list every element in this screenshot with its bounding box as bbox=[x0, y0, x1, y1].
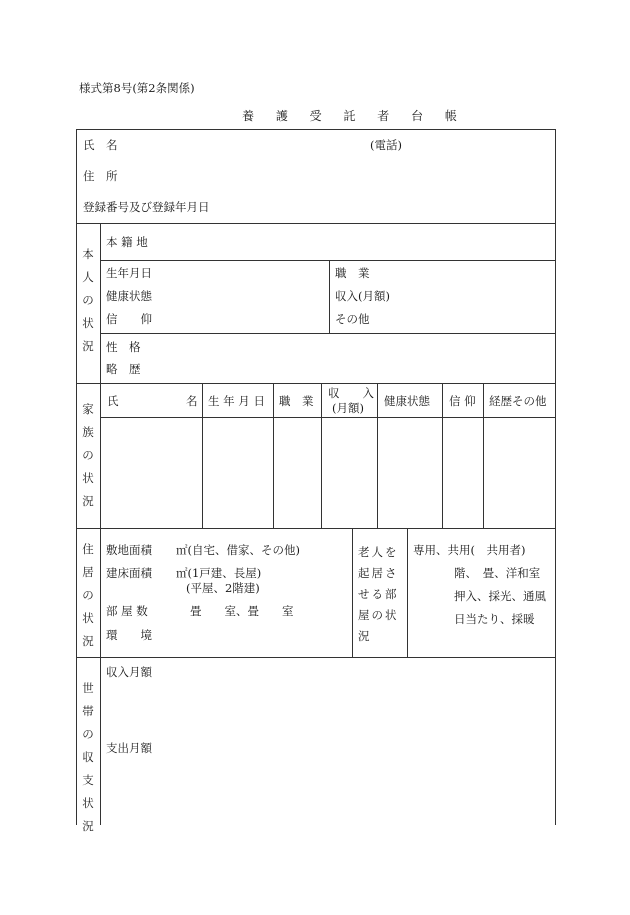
family-col-history: 経歴その他 bbox=[489, 394, 547, 408]
section-label-family: 家 族 の 状 況 bbox=[82, 402, 94, 508]
registration-label: 登録番号及び登録年月日 bbox=[83, 200, 210, 214]
income-monthly-label: 収入月額 bbox=[106, 665, 152, 679]
room-sunlight: 日当たり、採暖 bbox=[454, 612, 535, 626]
family-col-name-right: 名 bbox=[186, 394, 198, 408]
family-col-income-bottom: (月額) bbox=[332, 401, 364, 415]
form-number: 様式第8号(第2条関係) bbox=[79, 81, 195, 95]
character-label: 性 格 bbox=[106, 340, 141, 354]
income-label: 収入(月額) bbox=[335, 289, 390, 303]
family-col-birthdate: 生 年 月 日 bbox=[208, 394, 265, 408]
page-title: 養 護 受 託 者 台 帳 bbox=[242, 109, 466, 123]
section-label-household: 世 帯 の 収 支 状 況 bbox=[82, 681, 94, 833]
phone-label: (電話) bbox=[370, 138, 402, 152]
family-col-health: 健康状態 bbox=[384, 394, 430, 408]
section-label-person: 本 人 の 状 況 bbox=[82, 247, 94, 353]
family-col-religion: 信 仰 bbox=[449, 394, 476, 408]
elderly-room-label: 老人を 起居さ せる部 屋の状 況 bbox=[358, 545, 399, 643]
address-label: 住 所 bbox=[83, 169, 118, 183]
religion-label: 信 仰 bbox=[106, 312, 152, 326]
other-label: その他 bbox=[335, 312, 370, 326]
environment-label: 環 境 bbox=[106, 628, 152, 642]
name-label: 氏 名 bbox=[83, 138, 118, 152]
rooms-label: 部 屋 数 bbox=[106, 604, 148, 618]
site-area-detail: ㎡(自宅、借家、その他) bbox=[176, 543, 300, 557]
room-floor-type: 階、 畳、洋和室 bbox=[454, 566, 541, 580]
expense-monthly-label: 支出月額 bbox=[106, 741, 152, 755]
site-area-label: 敷地面積 bbox=[106, 543, 152, 557]
floor-area-detail: ㎡(1戸建、長屋) bbox=[176, 566, 262, 580]
floor-area-detail-2: (平屋、2階建) bbox=[186, 581, 260, 595]
history-label: 略 歴 bbox=[106, 362, 141, 376]
section-label-housing: 住 居 の 状 況 bbox=[82, 542, 94, 648]
health-label: 健康状態 bbox=[106, 289, 152, 303]
room-use: 専用、共用( 共用者) bbox=[413, 543, 526, 557]
floor-area-label: 建床面積 bbox=[106, 566, 152, 580]
occupation-label: 職 業 bbox=[335, 266, 370, 280]
family-col-name-left: 氏 bbox=[107, 394, 119, 408]
family-col-occupation: 職 業 bbox=[279, 394, 314, 408]
room-closet: 押入、採光、通風 bbox=[454, 589, 546, 603]
rooms-detail: 畳 室、畳 室 bbox=[190, 604, 294, 618]
domicile-label: 本 籍 地 bbox=[106, 235, 148, 249]
birthdate-label: 生年月日 bbox=[106, 266, 152, 280]
family-col-income-top: 収 入 bbox=[328, 386, 374, 400]
